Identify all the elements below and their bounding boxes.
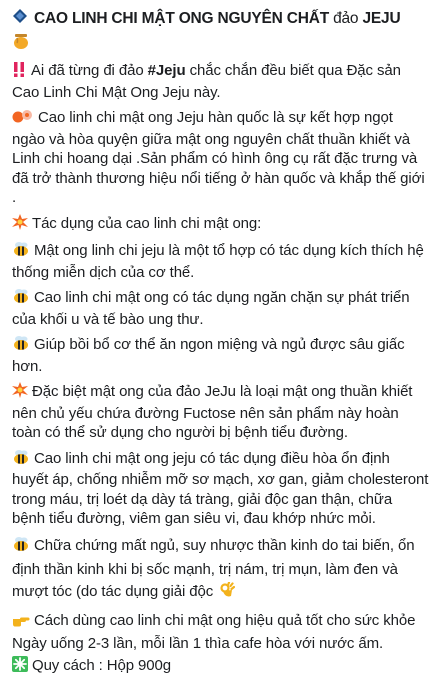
description-text: Cao linh chi mật ong Jeju hàn quốc là sự kết hợp ngọt ngào và hòa quyện giữa mật ong nguyên chất thuần khiết và Linh chi hoang dại .Sản phẩm có hình ông cụ rất đặc trưng và đã trở thành thương hiệu nổi tiếng ở hàn quốc và khắp thế giới . — [12, 109, 425, 206]
bee-icon — [12, 449, 30, 471]
diamond-icon — [12, 8, 28, 29]
post-title — [34, 10, 400, 28]
packaging-spec-text: Quy cách : Hộp 900g — [32, 657, 171, 674]
effects-heading-text: Tác dụng của cao linh chi mật ong: — [32, 215, 261, 232]
bee-icon — [12, 241, 30, 263]
collision-spark-icon — [12, 382, 28, 404]
ping-pong-icon — [12, 109, 34, 130]
benefit-cancer — [12, 288, 429, 329]
sparkle-check-icon — [12, 656, 28, 677]
usage-heading-text: Cách dùng cao linh chi mật ong hiệu quả tốt cho sức khỏe — [34, 612, 415, 629]
post-title-line — [12, 8, 429, 29]
honey-pot-icon — [12, 32, 429, 55]
description-paragraph — [12, 108, 429, 208]
effects-heading — [12, 214, 429, 236]
benefit-blood-pressure-text: Cao linh chi mật ong jeju có tác dụng điều hòa ổn định huyết áp, chống nhiễm mỡ sơ mạch, xơ gan, giảm cholesteront trong máu, trị loét dạ dày tá tràng, giải độc gan thận, chữa bệnh tiểu đường, viêm gan siêu vi, đau khớp nhức mỏi. — [12, 450, 428, 528]
usage-dosage — [12, 634, 429, 654]
benefit-immune — [12, 241, 429, 282]
benefit-diabetes-text: Đặc biệt mật ong của đảo JeJu là loại mật ong thuần khiết nên chủ yếu chứa đường Fuctose nên sản phẩm này hoàn toàn có thể sử dụng cho người bị bệnh tiểu đường. — [12, 383, 412, 441]
title-suffix: đảo — [333, 10, 358, 27]
usage-dosage-text: Ngày uống 2-3 lần, mỗi lần 1 thìa cafe hòa với nước ấm. — [12, 635, 383, 652]
intro-text-a: Ai đã từng đi đảo — [31, 62, 148, 79]
benefit-immune-text: Mật ong linh chi jeju là một tổ hợp có tác dụng kích thích hệ thống miễn dịch của cơ thể. — [12, 242, 424, 281]
bee-icon — [12, 335, 30, 357]
intro-text-b: chắc chắn đều biết qua Đặc sản Cao Linh Chi Mật Ong Jeju này. — [12, 62, 401, 101]
ok-hand-icon — [220, 582, 235, 605]
double-exclamation-icon — [12, 62, 27, 83]
benefit-appetite — [12, 335, 429, 376]
benefit-blood-pressure — [12, 449, 429, 529]
benefit-cancer-text: Cao linh chi mật ong có tác dụng ngăn chặn sự phát triển của khối u và tế bào ung thư. — [12, 289, 410, 328]
collision-spark-icon — [12, 214, 28, 236]
benefit-sleep — [12, 535, 429, 605]
pointing-hand-icon — [12, 613, 30, 633]
bee-icon — [12, 536, 30, 559]
benefit-sleep-text: Chữa chứng mất ngủ, suy nhược thần kinh do tai biến, ổn định thần kinh khi bị sốc mạnh, trị nám, trị mụn, làm đen và mượt tóc (do tác dụng giải độc — [12, 537, 415, 600]
jeju-hashtag[interactable]: #Jeju — [148, 62, 186, 79]
benefit-diabetes — [12, 382, 429, 443]
bee-icon — [12, 288, 30, 310]
intro-paragraph — [12, 61, 429, 102]
usage-heading — [12, 611, 429, 633]
title-text: CAO LINH CHI MẬT ONG NGUYÊN CHẤT — [34, 10, 329, 27]
title-place: JEJU — [362, 10, 400, 27]
packaging-spec — [12, 656, 429, 677]
benefit-appetite-text: Giúp bồi bổ cơ thể ăn ngon miệng và ngủ được sâu giấc hơn. — [12, 336, 404, 375]
